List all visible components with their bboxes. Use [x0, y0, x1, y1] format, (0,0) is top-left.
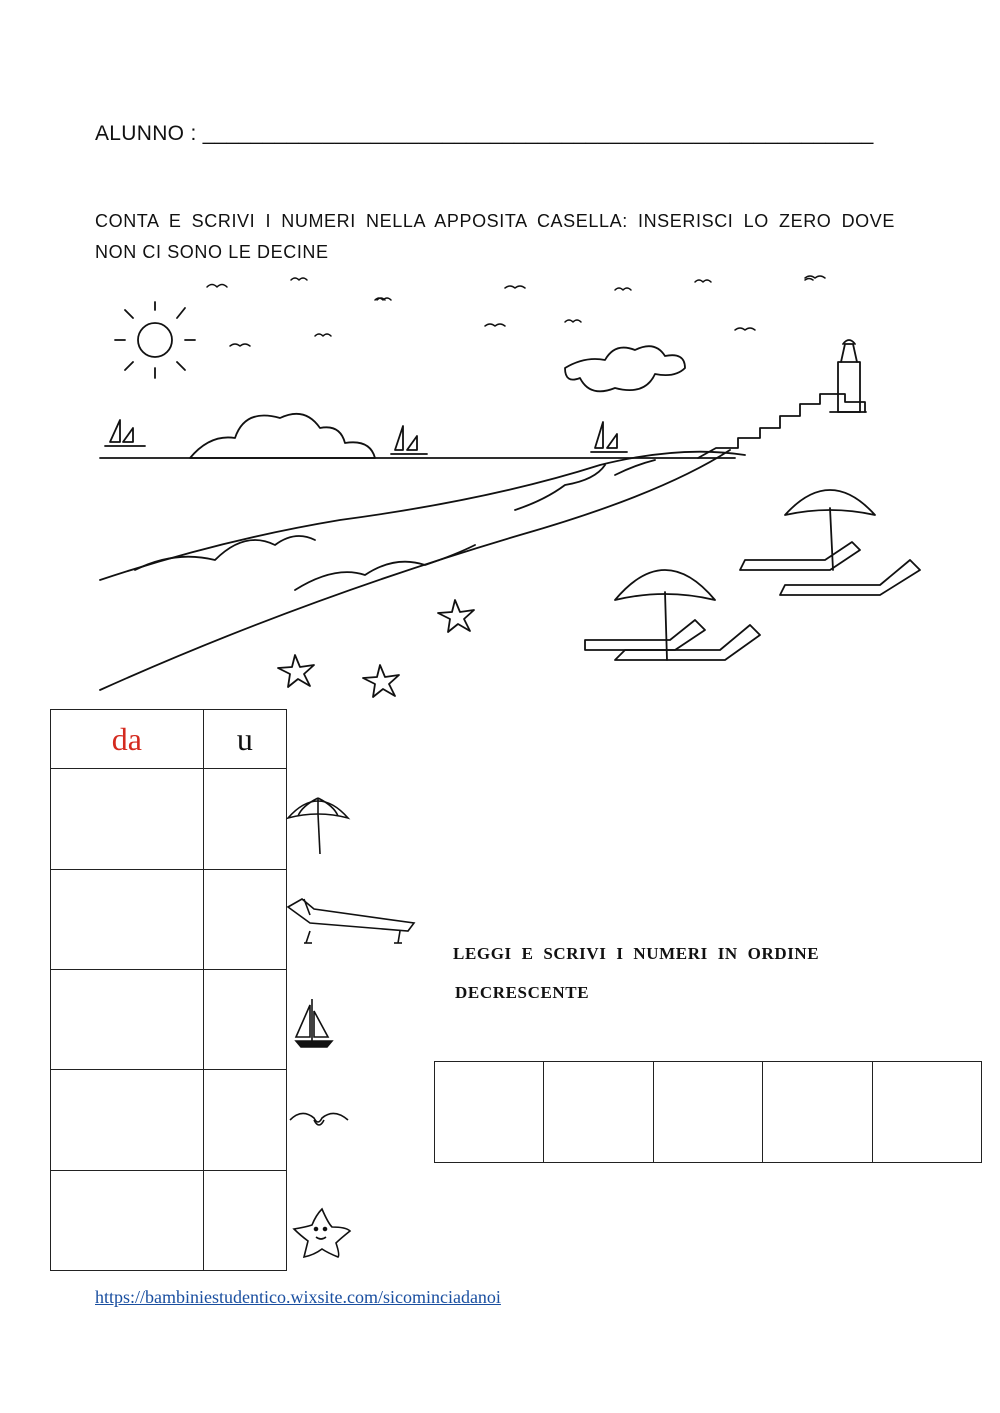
starfish-icon — [278, 600, 474, 697]
tens-input-cell[interactable] — [51, 769, 204, 869]
sun-lounger-icon — [284, 893, 419, 948]
answer-box[interactable] — [435, 1062, 544, 1163]
beach-scene-illustration — [95, 270, 935, 700]
sun-icon — [115, 302, 195, 378]
seagull-icon — [207, 276, 825, 346]
table-row — [51, 1070, 287, 1170]
units-input-cell[interactable] — [203, 1070, 286, 1170]
answer-box[interactable] — [872, 1062, 981, 1163]
starfish-icon — [292, 1205, 352, 1260]
ordering-instruction-line-2: DECRESCENTE — [455, 983, 590, 1002]
table-header-row — [51, 710, 287, 769]
source-link[interactable]: https://bambiniestudentico.wixsite.com/sicominciadanoi — [95, 1287, 501, 1307]
units-input-cell[interactable] — [203, 1170, 286, 1270]
ordering-instruction-line-1: LEGGI E SCRIVI I NUMERI IN ORDINE — [453, 944, 820, 963]
instruction-line-1: CONTA E SCRIVI I NUMERI NELLA APPOSITA CASELLA: INSERISCI LO ZERO DOVE — [95, 211, 895, 231]
table-row — [51, 769, 287, 869]
tens-input-cell[interactable] — [51, 1070, 204, 1170]
answer-box[interactable] — [763, 1062, 872, 1163]
table-row — [51, 1170, 287, 1270]
sailboat-icon — [105, 420, 627, 454]
tens-input-cell[interactable] — [51, 969, 204, 1069]
answer-box[interactable] — [544, 1062, 653, 1163]
units-input-cell[interactable] — [203, 969, 286, 1069]
sailboat-icon — [292, 995, 337, 1053]
units-header: u — [203, 710, 286, 769]
tens-input-cell[interactable] — [51, 869, 204, 969]
answer-box[interactable] — [653, 1062, 762, 1163]
count-table — [50, 709, 287, 1271]
sun-lounger-icon — [585, 542, 920, 660]
table-row — [51, 969, 287, 1069]
ordering-row — [435, 1062, 982, 1163]
instruction-line-2: NON CI SONO LE DECINE — [95, 242, 329, 262]
lighthouse-icon — [698, 340, 866, 458]
units-input-cell[interactable] — [203, 769, 286, 869]
seagull-icon — [288, 1108, 350, 1134]
units-input-cell[interactable] — [203, 869, 286, 969]
beach-umbrella-icon — [615, 490, 875, 660]
tens-input-cell[interactable] — [51, 1170, 204, 1270]
tens-header: da — [51, 710, 204, 769]
student-name-line: ALUNNO : ________________________________________________________ — [95, 122, 874, 145]
ordering-boxes — [434, 1061, 982, 1163]
table-row — [51, 869, 287, 969]
beach-umbrella-icon — [284, 790, 352, 860]
